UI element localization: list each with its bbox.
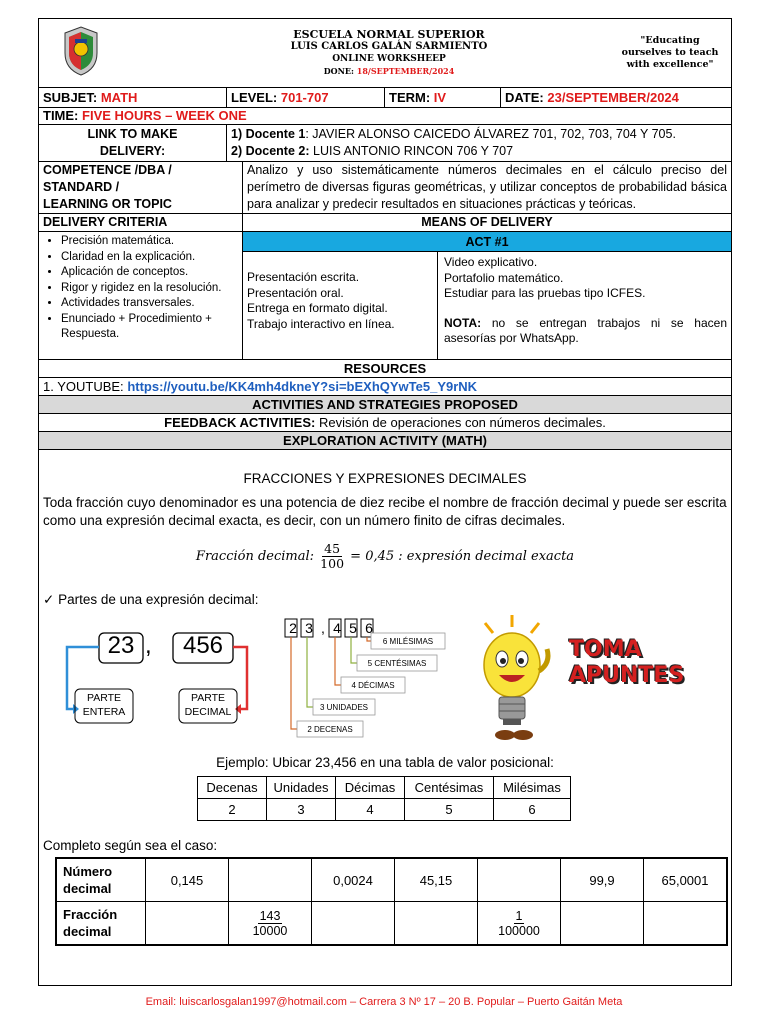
means-item: Presentación oral. xyxy=(247,285,344,300)
term-value: IV xyxy=(433,90,447,105)
table-row xyxy=(56,858,727,902)
feedback-row xyxy=(39,414,731,432)
resources-row xyxy=(39,378,731,396)
means-item: Video explicativo. xyxy=(444,255,538,269)
competence-label xyxy=(39,162,243,213)
time-cell xyxy=(39,108,731,124)
formula-right: = 0,45 : expresión decimal exacta xyxy=(350,549,575,564)
means-item: Trabajo interactivo en línea. xyxy=(247,316,395,331)
criteria-item: • Actividades transversales. xyxy=(61,296,242,312)
place-label: 5 CENTÉSIMAS xyxy=(367,659,427,668)
means-left xyxy=(243,252,438,359)
formula-denominator: 100 xyxy=(320,556,345,571)
lesson-paragraph: Toda fracción cuyo denominador es una potencia de diez recibe el nombre de fracción decimal y puede ser escrita como una expresión decimal exacta, es decir, con un número finito de cifras decimales. xyxy=(43,495,727,528)
subject-cell xyxy=(39,88,227,107)
school-name-block xyxy=(239,29,539,77)
delivery-link-label-line2: DELIVERY: xyxy=(99,144,166,158)
done-value: 18/SEPTEMBER/2024 xyxy=(356,66,455,76)
competence-label-line2: STANDARD / xyxy=(43,180,120,194)
delivery-link-label-line1: LINK TO MAKE xyxy=(87,127,178,141)
table-cell: 45,15 xyxy=(395,858,478,902)
lightbulb-icon xyxy=(469,613,555,743)
fraction-numerator: 143 xyxy=(259,908,281,923)
level-cell xyxy=(227,88,385,107)
toma-apuntes-sticker xyxy=(569,637,684,689)
teacher-1 xyxy=(231,126,727,143)
table-header-cell: Milésimas xyxy=(494,777,571,799)
row-label-line1: Número xyxy=(63,864,113,879)
table-cell: 4 xyxy=(336,799,405,821)
teacher-1-value: : JAVIER ALONSO CAICEDO ÁLVAREZ 701, 702, 703, 704 Y 705. xyxy=(305,127,676,141)
done-label: DONE: xyxy=(323,66,354,76)
motto-line2: ourselves to teach xyxy=(621,47,719,58)
school-line1: ESCUELA NORMAL SUPERIOR xyxy=(293,28,485,41)
decimal-parts-diagram xyxy=(39,613,731,753)
footer-contact: Email: luiscarlosgalan1997@hotmail.com – Carrera 3 Nº 17 – 20 B. Popular – Puerto Gaitán Meta xyxy=(145,996,623,1008)
means-item: Portafolio matemático. xyxy=(444,270,564,285)
date-cell xyxy=(501,88,731,107)
table-cell: 2 xyxy=(198,799,267,821)
fraction-denominator: 100000 xyxy=(498,923,540,938)
table-header-cell: Decenas xyxy=(198,777,267,799)
place-label: 2 DECENAS xyxy=(307,725,353,734)
decimal-part-label xyxy=(179,691,237,719)
parts-title-line xyxy=(39,591,731,609)
criteria-item: • Precisión matemática. xyxy=(61,234,242,250)
digit-comma: , xyxy=(321,620,325,636)
digit: 6 xyxy=(365,620,373,636)
row-label-line2: decimal xyxy=(63,924,112,939)
answer-cell[interactable] xyxy=(561,902,644,946)
means-header: MEANS OF DELIVERY xyxy=(421,215,553,229)
motto-line1: "Educating xyxy=(640,35,700,46)
answer-cell[interactable] xyxy=(644,902,728,946)
means-columns xyxy=(243,252,731,359)
subject-label: SUBJET: xyxy=(43,90,98,105)
table-cell: 6 xyxy=(494,799,571,821)
resource-item xyxy=(39,378,731,395)
worksheet-type: ONLINE WORKSHEEP xyxy=(332,54,446,64)
means-item: Entrega en formato digital. xyxy=(247,301,388,315)
fraction-numerator: 1 xyxy=(515,908,523,923)
term-label: TERM: xyxy=(389,90,431,105)
complete-table xyxy=(55,857,728,946)
criteria-item: • Aplicación de conceptos. xyxy=(61,265,242,281)
table-row xyxy=(56,902,727,946)
place-label: 6 MILÉSIMAS xyxy=(382,637,434,646)
decimal-part-value: 456 xyxy=(182,632,224,659)
motto-line3: with excellence" xyxy=(626,59,714,70)
decimal-label-line2: DECIMAL xyxy=(184,706,232,718)
digit: 3 xyxy=(305,620,313,636)
criteria-list-cell xyxy=(39,232,243,359)
school-line2: LUIS CARLOS GALÁN SARMIENTO xyxy=(290,41,488,52)
table-cell: 65,0001 xyxy=(644,858,728,902)
resource-prefix: 1. YOUTUBE: xyxy=(43,379,124,394)
teachers-list xyxy=(227,125,731,161)
time-row xyxy=(39,108,731,125)
level-value: 701-707 xyxy=(280,90,329,105)
table-row xyxy=(198,777,571,799)
place-label: 3 UNIDADES xyxy=(319,703,368,712)
row-label-line1: Fracción xyxy=(63,907,118,922)
criteria-item: • Claridad en la explicación. xyxy=(61,250,242,266)
worksheet-header xyxy=(39,19,731,88)
teacher-2-value: LUIS ANTONIO RINCON 706 Y 707 xyxy=(313,144,514,158)
teacher-2 xyxy=(231,143,727,160)
competence-text: Analizo y uso sistemáticamente números decimales en el cálculo preciso del perímetro de diversas figuras geométricas, y utilizar conceptos de probabilidad básica para analizar y predecir resultados en situaciones prácticas y teóricas. xyxy=(247,163,727,211)
competence-row xyxy=(39,162,731,214)
row-label xyxy=(56,902,146,946)
table-cell: 0,145 xyxy=(146,858,229,902)
digit: 4 xyxy=(333,620,341,636)
formula-left: Fracción decimal: xyxy=(195,549,315,564)
decimal-comma: , xyxy=(145,632,152,659)
delivery-link-label xyxy=(39,125,227,161)
date-label: DATE: xyxy=(505,90,544,105)
subject-value: MATH xyxy=(100,90,138,105)
feedback-text: Revisión de operaciones con números decimales. xyxy=(318,415,606,430)
digit: 2 xyxy=(289,620,297,636)
note-label: NOTA: xyxy=(444,315,482,330)
place-label: 4 DÉCIMAS xyxy=(351,681,395,690)
level-label: LEVEL: xyxy=(231,90,278,105)
lesson-title: FRACCIONES Y EXPRESIONES DECIMALES xyxy=(243,471,527,486)
example-text: Ejemplo: Ubicar 23,456 en una tabla de valor posicional: xyxy=(216,755,554,770)
toma-line2: APUNTES xyxy=(569,663,685,688)
criteria-header: DELIVERY CRITERIA xyxy=(39,214,243,231)
toma-line1: TOMA xyxy=(569,637,642,662)
means-right xyxy=(438,252,731,359)
means-note xyxy=(444,316,727,347)
formula-numerator: 45 xyxy=(324,541,341,556)
activities-header: ACTIVITIES AND STRATEGIES PROPOSED xyxy=(39,396,731,414)
fraction-cell xyxy=(478,902,561,946)
fraction xyxy=(253,909,288,938)
teacher-2-num: 2) xyxy=(231,144,243,158)
row-label xyxy=(56,858,146,902)
teacher-1-num: 1) xyxy=(231,127,243,141)
decimal-label-line1: PARTE xyxy=(190,692,226,704)
check-icon: ✓ xyxy=(43,592,55,607)
delivery-link-row xyxy=(39,125,731,162)
table-row xyxy=(198,799,571,821)
competence-label-line1: COMPETENCE /DBA / xyxy=(43,163,172,177)
exploration-header: EXPLORATION ACTIVITY (MATH) xyxy=(39,432,731,450)
answer-cell[interactable] xyxy=(312,902,395,946)
time-value: FIVE HOURS – WEEK ONE xyxy=(82,108,247,123)
done-date-line xyxy=(239,65,539,77)
date-value: 23/SEPTEMBER/2024 xyxy=(547,90,679,105)
table-header-cell: Unidades xyxy=(267,777,336,799)
fraction-cell xyxy=(229,902,312,946)
resources-header: RESOURCES xyxy=(39,360,731,378)
worksheet-page xyxy=(38,18,732,986)
answer-cell[interactable] xyxy=(478,858,561,902)
formula-fraction xyxy=(320,542,344,571)
row-label-line2: decimal xyxy=(63,881,112,896)
delivery-body-row xyxy=(39,232,731,360)
complete-text: Completo según sea el caso: xyxy=(43,838,218,853)
answer-cell[interactable] xyxy=(146,902,229,946)
parts-title: Partes de una expresión decimal: xyxy=(58,592,259,607)
act-banner: ACT #1 xyxy=(243,232,731,252)
teacher-1-label: Docente 1 xyxy=(245,127,306,141)
teacher-2-label: Docente 2: xyxy=(245,144,310,158)
term-cell xyxy=(385,88,501,107)
table-header-cell: Centésimas xyxy=(405,777,494,799)
answer-cell[interactable] xyxy=(229,858,312,902)
criteria-list xyxy=(39,234,242,343)
integer-label-line2: ENTERA xyxy=(82,706,126,718)
answer-cell[interactable] xyxy=(395,902,478,946)
integer-label-line1: PARTE xyxy=(86,692,122,704)
criteria-item: • Rigor y rigidez en la resolución. xyxy=(61,281,242,297)
note-text: no se entregan trabajos ni se hacen asesorías por WhatsApp. xyxy=(444,315,727,345)
table-header-cell: Décimas xyxy=(336,777,405,799)
place-digits xyxy=(285,619,377,637)
place-value-table xyxy=(197,776,571,821)
table-cell: 5 xyxy=(405,799,494,821)
youtube-link[interactable]: https://youtu.be/KK4mh4dkneY?si=bEXhQYwTe5_Y9rNK xyxy=(127,379,478,394)
digit: 5 xyxy=(349,620,357,636)
integer-part-value: 23 xyxy=(107,632,135,659)
fraction xyxy=(498,909,540,938)
time-label: TIME: xyxy=(43,108,79,123)
delivery-headers-row xyxy=(39,214,731,232)
fraction-denominator: 10000 xyxy=(252,923,288,938)
lesson-content xyxy=(39,465,731,946)
criteria-item: • Enunciado + Procedimiento + Respuesta. xyxy=(61,312,242,343)
table-cell: 3 xyxy=(267,799,336,821)
table-cell: 0,0024 xyxy=(312,858,395,902)
means-item: Presentación escrita. xyxy=(247,270,360,284)
school-crest-logo xyxy=(61,25,101,77)
means-item: Estudiar para las pruebas tipo ICFES. xyxy=(444,286,646,300)
means-cell xyxy=(243,232,731,359)
integer-part-label xyxy=(75,691,133,719)
subject-row xyxy=(39,88,731,108)
table-cell: 99,9 xyxy=(561,858,644,902)
competence-label-line3: LEARNING OR TOPIC xyxy=(43,197,172,211)
feedback-label: FEEDBACK ACTIVITIES: xyxy=(164,415,316,430)
formula xyxy=(39,542,731,571)
school-motto xyxy=(615,35,725,71)
